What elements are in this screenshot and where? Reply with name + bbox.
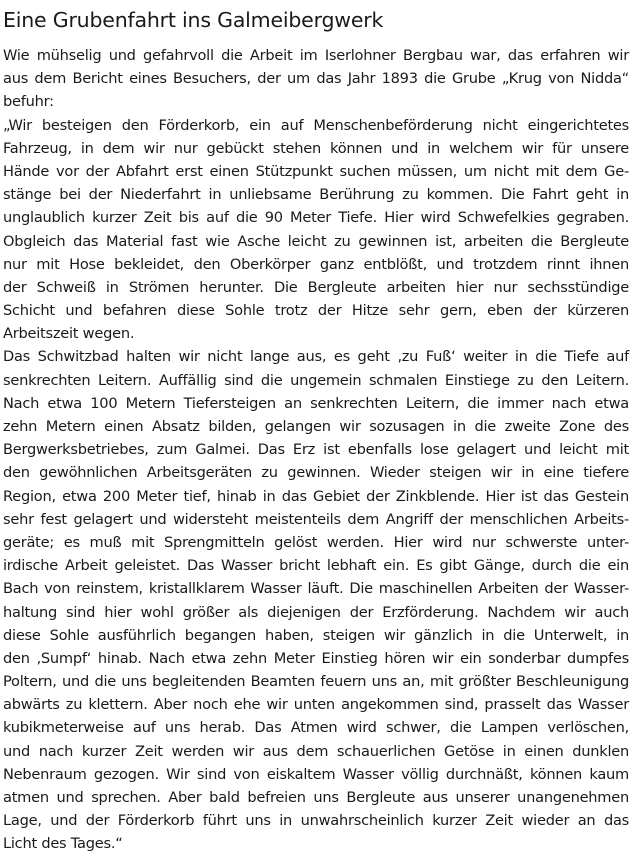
- text-line: Wie mühselig und gefahrvoll die Arbeit im Iserlohner Bergbau war, das erfahren wir: [3, 47, 629, 64]
- text-line: sehr fest gelagert und widersteht meistenteils dem Angriff der menschlichen Arbeits-: [3, 510, 629, 528]
- text-line: Poltern, und die uns begleitenden Beamten feuern uns an, mit größter Beschleunigung: [3, 673, 629, 691]
- text-line: „Wir besteigen den Förderkorb, ein auf Menschenbeförderung nicht eingerichtetes: [3, 116, 629, 134]
- text-line: Hände vor der Abfahrt erst einen Stützpunkt suchen müssen, um nicht mit dem Ge-: [3, 162, 629, 180]
- text-line: der Schweiß in Strömen herunter. Die Bergleute arbeiten hier nur sechsstündige: [3, 278, 629, 296]
- text-line: zehn Metern einen Absatz bilden, gelangen wir sozusagen in die zweite Zone des: [3, 418, 629, 435]
- text-line: Region, etwa 200 Meter tief, hinab in das Gebiet der Zinkblende. Hier ist das Gestein: [3, 487, 629, 505]
- text-line: den gewöhnlichen Arbeitsgeräten zu gewinnen. Wieder steigen wir in eine tiefere: [3, 464, 629, 482]
- text-line: unglaublich kurzer Zeit bis auf die 90 Meter Tiefe. Hier wird Schwefelkies gegraben.: [3, 209, 629, 227]
- text-line: den ‚Sumpf‘ hinab. Nach etwa zehn Meter Einstieg hören wir ein sonderbar dumpfes: [3, 649, 629, 667]
- text-line: diese Sohle ausführlich begangen haben, steigen wir gänzlich in die Unterwelt, in: [3, 626, 629, 644]
- text-line: kubikmeterweise auf uns herab. Das Atmen wird schwer, die Lampen verlöschen,: [3, 719, 629, 737]
- text-line: Arbeitszeit wegen.: [3, 325, 135, 343]
- text-line: Bach von reinstem, kristallklarem Wasser läuft. Die maschinellen Arbeiten der Wasser-: [3, 580, 629, 598]
- text-line: stänge bei der Niederfahrt in unliebsame Berührung zu kommen. Die Fahrt geht in: [3, 186, 629, 204]
- text-line: befuhr:: [3, 93, 54, 111]
- text-line: und nach kurzer Zeit werden wir aus dem schauerlichen Getöse in einen dunklen: [3, 742, 629, 760]
- text-line: nur mit Hose bekleidet, den Oberkörper ganz entblößt, und trotzdem rinnt ihnen: [3, 255, 629, 273]
- text-line: Das Schwitzbad halten wir nicht lange aus, es geht ‚zu Fuß‘ weiter in die Tiefe auf: [3, 348, 629, 366]
- text-line: senkrechten Leitern. Auffällig sind die ungemein schmalen Einstiege zu den Leitern.: [3, 371, 629, 389]
- text-line: atmen und sprechen. Aber bald befreien uns Bergleute aus unserer unangenehmen: [3, 789, 629, 806]
- document-body: [3, 44, 629, 856]
- text-line: Obgleich das Material fast wie Asche leicht zu gewinnen ist, arbeiten die Bergleute: [3, 232, 629, 250]
- text-line: Schicht und befahren diese Sohle trotz der Hitze sehr gern, eben der kürzeren: [3, 302, 629, 320]
- text-line: Nebenraum gezogen. Wir sind von eiskaltem Wasser völlig durchnäßt, können kaum: [3, 765, 629, 783]
- text-line: geräte; es muß mit Sprengmitteln gelöst werden. Hier wird nur schwerste unter-: [3, 533, 629, 551]
- text-line: Licht des Tages.“: [3, 835, 123, 853]
- text-line: Bergwerksbetriebes, zum Galmei. Das Erz ist ebenfalls lose gelagert und leicht mit: [3, 441, 629, 459]
- text-line: irdische Arbeit geleistet. Das Wasser bricht lebhaft ein. Es gibt Gänge, durch die ein: [3, 557, 629, 575]
- text-line: Fahrzeug, in dem wir nur gebückt stehen können und in welchem wir für unsere: [3, 139, 629, 157]
- text-line: haltung sind hier wohl größer als diejenigen der Erzförderung. Nachdem wir auch: [3, 603, 629, 621]
- text-line: aus dem Bericht eines Besuchers, der um das Jahr 1893 die Grube „Krug von Nidda“: [3, 70, 629, 88]
- document-title: Eine Grubenfahrt ins Galmeibergwerk: [3, 8, 384, 32]
- text-line: abwärts zu klettern. Aber noch ehe wir unten angekommen sind, prasselt das Wasser: [3, 696, 629, 714]
- text-line: Lage, und der Förderkorb führt uns in unwahrscheinlich kurzer Zeit wieder an das: [3, 812, 629, 830]
- text-line: Nach etwa 100 Metern Tiefersteigen an senkrechten Leitern, die immer nach etwa: [3, 394, 629, 412]
